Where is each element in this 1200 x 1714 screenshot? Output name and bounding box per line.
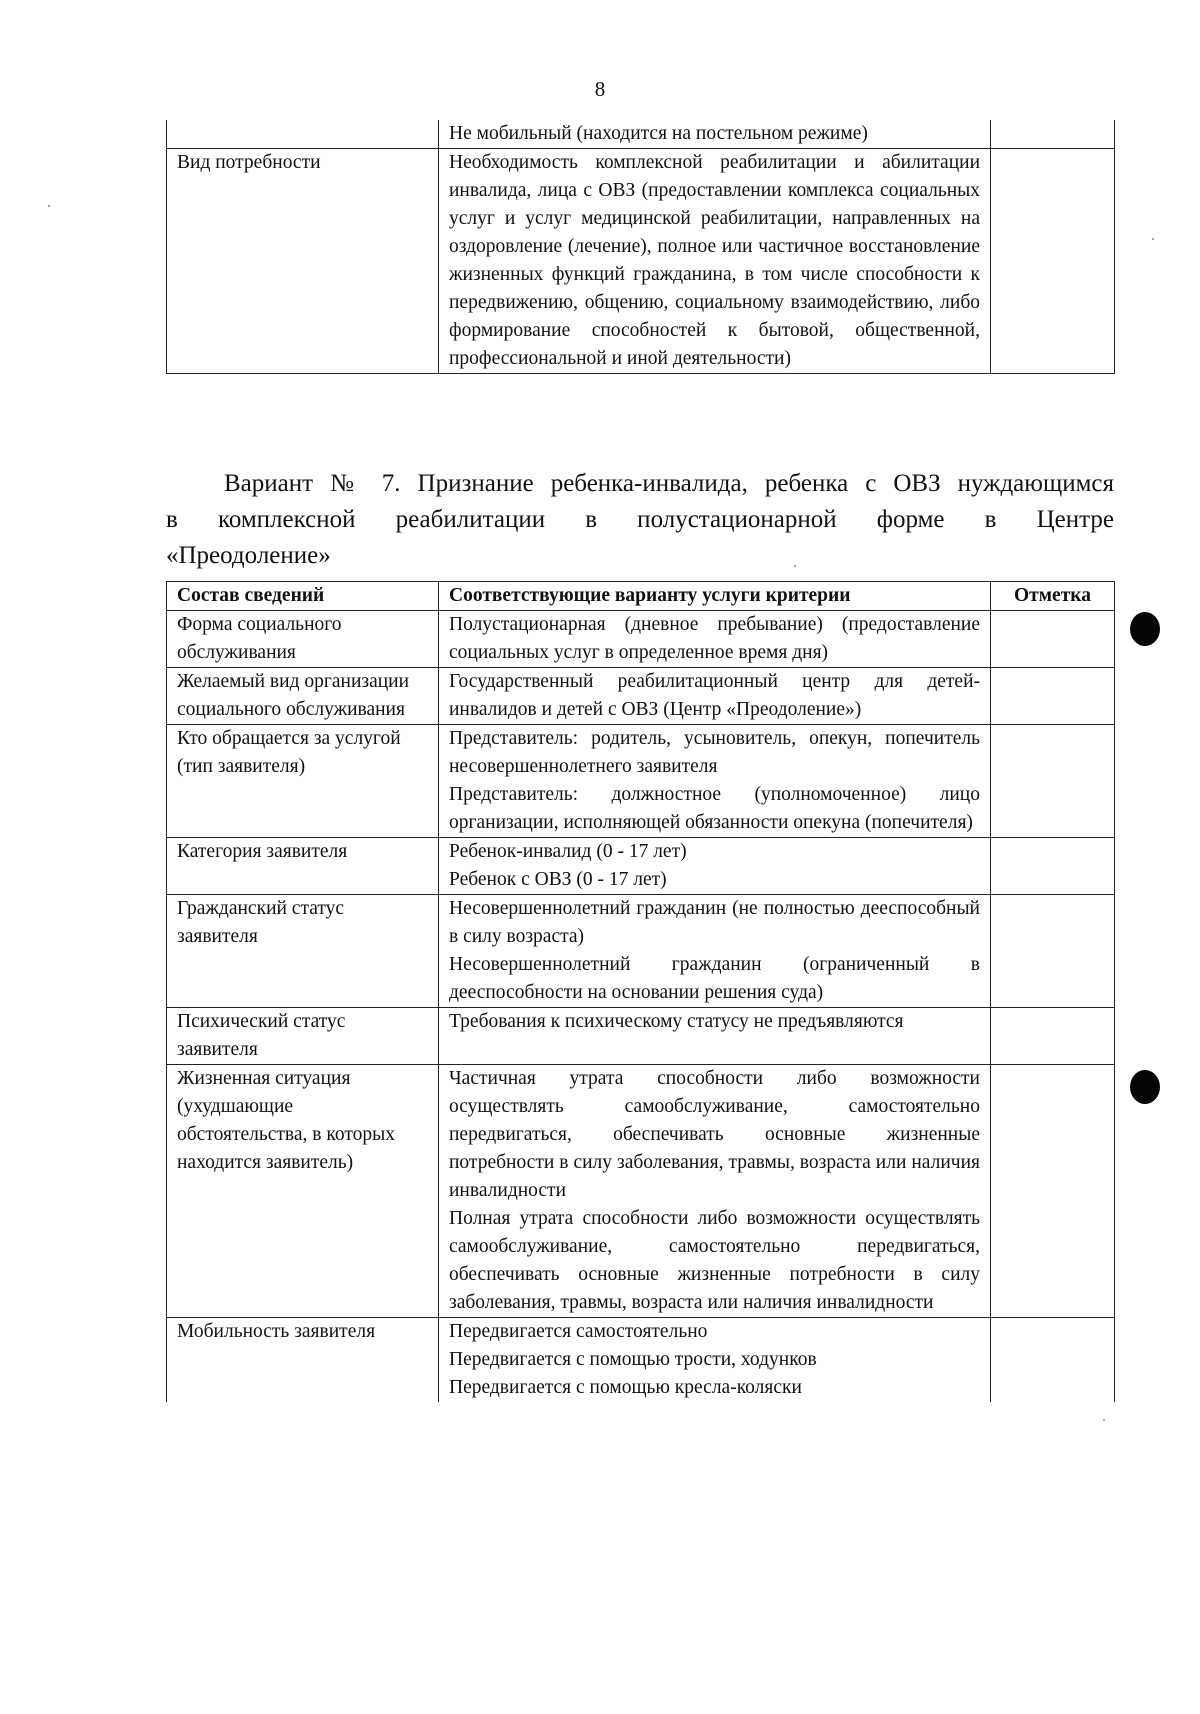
- row-criteria: [439, 1065, 991, 1318]
- criterion-text: Ребенок-инвалид (0 - 17 лет): [449, 841, 687, 862]
- row-mark-cell: [991, 725, 1115, 838]
- header-criteria: Соответствующие варианту услуги критерии: [439, 582, 991, 611]
- row-criteria: [439, 838, 991, 895]
- header-composition: Состав сведений: [167, 582, 439, 611]
- table-row: [167, 668, 1115, 725]
- row-criteria: [439, 1008, 991, 1065]
- table-row: [167, 611, 1115, 668]
- row-criteria: [439, 611, 991, 668]
- row-criteria: [439, 895, 991, 1008]
- row-mark-cell: [991, 1065, 1115, 1318]
- scan-speck: [794, 565, 796, 567]
- table-row: [167, 1065, 1115, 1318]
- criterion-text: Не мобильный (находится на постельном режиме): [449, 123, 868, 144]
- table-row: [167, 1008, 1115, 1065]
- row-label: Категория заявителя: [167, 838, 439, 895]
- row-mark-cell: [991, 895, 1115, 1008]
- row-label: Психический статус заявителя: [167, 1008, 439, 1065]
- criterion-text: Передвигается с помощью кресла-коляски: [449, 1377, 802, 1398]
- table-row: [167, 1318, 1115, 1403]
- row-criteria: [439, 1318, 991, 1403]
- criterion-text: Ребенок с ОВЗ (0 - 17 лет): [449, 869, 667, 890]
- row-criteria: [439, 668, 991, 725]
- row-label: Кто обращается за услугой (тип заявителя): [167, 725, 439, 838]
- row-label: Мобильность заявителя: [167, 1318, 439, 1403]
- row-label: Вид потребности: [167, 149, 439, 374]
- table-header-row: [167, 582, 1115, 611]
- punch-hole-top: [1130, 612, 1160, 646]
- row-label: Форма социального обслуживания: [167, 611, 439, 668]
- criteria-table: [166, 581, 1115, 1402]
- row-label: Гражданский статус заявителя: [167, 895, 439, 1008]
- row-mark-cell: [991, 1008, 1115, 1065]
- row-criteria: [439, 120, 991, 149]
- row-mark-cell: [991, 1318, 1115, 1403]
- criterion-text: Частичная утрата способности либо возможности осуществлять самообслуживание, самостоятельно передвигаться, обеспечивать основные жизненные потребности в силу заболевания, травмы, возраста или наличия инвалидности: [449, 1068, 980, 1201]
- row-criteria: [439, 149, 991, 374]
- criterion-text: Несовершеннолетний гражданин (не полностью дееспособный в силу возраста): [449, 898, 980, 947]
- heading-line-2: в комплексной реабилитации в полустационарной форме в Центре: [166, 506, 1114, 533]
- table-row: [167, 149, 1115, 374]
- criterion-text: Полустационарная (дневное пребывание) (предоставление социальных услуг в определенное время дня): [449, 614, 980, 663]
- criterion-text: Передвигается самостоятельно: [449, 1321, 708, 1342]
- scan-speck: [48, 205, 50, 207]
- table-row: [167, 120, 1115, 149]
- header-mark: Отметка: [991, 582, 1115, 611]
- table-row: [167, 838, 1115, 895]
- criterion-text: Необходимость комплексной реабилитации и абилитации инвалида, лица с ОВЗ (предоставлении комплекса социальных услуг и услуг медицинской реабилитации, направленных на оздоровление (лечение), полное или частичное восстановление жизненных функций гражданина, в том числе способности к передвижению, общению, социальному взаимодействию, либо формирование способностей к бытовой, общественной, профессиональной и иной деятельности): [449, 152, 980, 369]
- criterion-text: Представитель: должностное (уполномоченное) лицо организации, исполняющей обязанности опекуна (попечителя): [449, 784, 980, 833]
- criterion-text: Требования к психическому статусу не предъявляются: [449, 1011, 904, 1032]
- page-number: 8: [594, 77, 606, 101]
- heading-line-1: Вариант № 7. Признание ребенка-инвалида, ребенка с ОВЗ нуждающимся: [224, 470, 1114, 497]
- section-heading: [166, 466, 1114, 574]
- criterion-text: Несовершеннолетний гражданин (ограниченный в дееспособности на основании решения суда): [449, 954, 980, 1003]
- row-mark-cell: [991, 838, 1115, 895]
- criterion-text: Представитель: родитель, усыновитель, опекун, попечитель несовершеннолетнего заявителя: [449, 728, 980, 777]
- punch-hole-bottom: [1130, 1070, 1160, 1104]
- row-mark-cell: [991, 120, 1115, 149]
- criterion-text: Государственный реабилитационный центр для детей-инвалидов и детей с ОВЗ (Центр «Преодоление»): [449, 671, 980, 720]
- row-criteria: [439, 725, 991, 838]
- row-mark-cell: [991, 149, 1115, 374]
- table-row: [167, 895, 1115, 1008]
- criterion-text: Передвигается с помощью трости, ходунков: [449, 1349, 817, 1370]
- heading-line-3: «Преодоление»: [166, 542, 331, 569]
- continuation-table: [166, 120, 1115, 374]
- row-label: [167, 120, 439, 149]
- criterion-text: Полная утрата способности либо возможности осуществлять самообслуживание, самостоятельно передвигаться, обеспечивать основные жизненные потребности в силу заболевания, травмы, возраста или наличия инвалидности: [449, 1208, 980, 1313]
- row-mark-cell: [991, 668, 1115, 725]
- row-label: Желаемый вид организации социального обслуживания: [167, 668, 439, 725]
- scan-speck: [1103, 1419, 1105, 1421]
- scan-speck: [1152, 238, 1154, 240]
- row-label: Жизненная ситуация (ухудшающие обстоятельства, в которых находится заявитель): [167, 1065, 439, 1318]
- table-row: [167, 725, 1115, 838]
- row-mark-cell: [991, 611, 1115, 668]
